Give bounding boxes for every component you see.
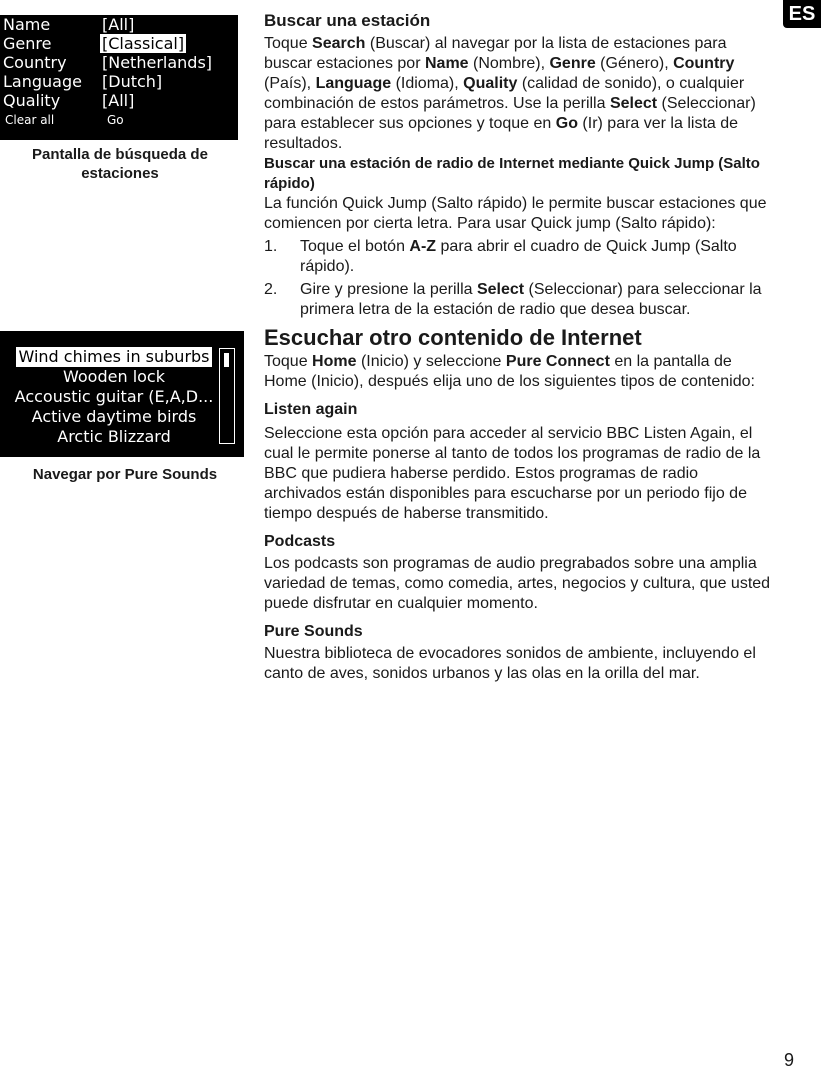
scrollbar (219, 348, 235, 444)
main-text (264, 11, 774, 692)
search-paragraph: Toque Search (Buscar) al navegar por la lista de estaciones para buscar estaciones por Name (Nombre), Genre (Género), Country (País), Language (Idioma), Quality (calidad de sonido), o cualquier combinación de estos parámetros. Use la perilla Select (Seleccionar) para establecer sus opciones y toque en Go (Ir) para ver la lista de resultados. (264, 35, 756, 152)
row-value: [Dutch] (102, 72, 163, 91)
search-row-country (0, 53, 238, 72)
search-row-name (0, 15, 238, 34)
internet-paragraph: Toque Home (Inicio) y seleccione Pure Connect en la pantalla de Home (Inicio), después elija uno de los siguientes tipos de contenido: (264, 353, 755, 390)
row-label: Name (3, 15, 51, 34)
search-row-genre (0, 34, 238, 53)
row-label: Language (3, 72, 82, 91)
row-value: [All] (102, 15, 135, 34)
row-label: Country (3, 53, 67, 72)
row-value: [Netherlands] (102, 53, 213, 72)
subsection-title: Buscar una estación de radio de Internet mediante Quick Jump (Salto rápido) (264, 155, 760, 192)
listen-again-text: Seleccione esta opción para acceder al servicio BBC Listen Again, el cual le permite ponerse al tanto de todos los programas de radio de la BBC que pudiera haberse perdido. Estos programas de radio archivados están disponibles para escucharse por un periodo fijo de tiempo después de haberse transmitido. (264, 425, 761, 522)
podcasts-text: Los podcasts son programas de audio pregrabados sobre una amplia variedad de temas, como comedia, artes, negocios y cultura, que usted puede disfrutar en cualquier momento. (264, 555, 771, 612)
pure-sounds-screen (0, 331, 244, 457)
sound-item: Arctic Blizzard (57, 427, 171, 446)
podcasts-title: Podcasts (264, 533, 336, 550)
row-label: Genre (3, 34, 52, 53)
steps-list (264, 237, 774, 320)
quick-jump-paragraph: La función Quick Jump (Salto rápido) le permite buscar estaciones que comiencen por cierta letra. Para usar Quick jump (Salto rápido): (264, 195, 767, 232)
language-badge: ES (783, 0, 821, 28)
page-number: 9 (784, 1050, 795, 1070)
row-value-selected: [Classical] (102, 34, 185, 53)
sound-item: Wooden lock (63, 367, 165, 386)
pure-sounds-text: Nuestra biblioteca de evocadores sonidos de ambiente, incluyendo el canto de aves, sonidos urbanos y las olas en la orilla del mar. (264, 645, 756, 682)
go-label: Go (107, 113, 124, 127)
sound-item-selected: Wind chimes in suburbs (18, 347, 210, 366)
clear-all-label: Clear all (5, 113, 55, 127)
listen-again-title: Listen again (264, 401, 358, 418)
list-item: 1. Toque el botón A-Z para abrir el cuadro de Quick Jump (Salto rápido). (264, 238, 737, 275)
pure-sounds-caption: Navegar por Pure Sounds (32, 466, 218, 483)
section-title: Escuchar otro contenido de Internet (264, 325, 642, 350)
row-value: [All] (102, 91, 135, 110)
list-item: 2. Gire y presione la perilla Select (Seleccionar) para seleccionar la primera letra de la estación de radio que desea buscar. (264, 281, 762, 318)
station-search-screen (0, 15, 238, 140)
scrollbar-thumb (224, 353, 229, 367)
search-row-quality (0, 91, 238, 110)
search-row-language (0, 72, 238, 91)
sound-item: Active daytime birds (31, 407, 197, 426)
search-screen-caption: Pantalla de búsqueda de estaciones (32, 146, 208, 182)
pure-sounds-title: Pure Sounds (264, 623, 363, 640)
sound-item: Accoustic guitar (E,A,D... (14, 387, 214, 406)
section-title: Buscar una estación (264, 11, 431, 30)
row-label: Quality (3, 91, 61, 110)
